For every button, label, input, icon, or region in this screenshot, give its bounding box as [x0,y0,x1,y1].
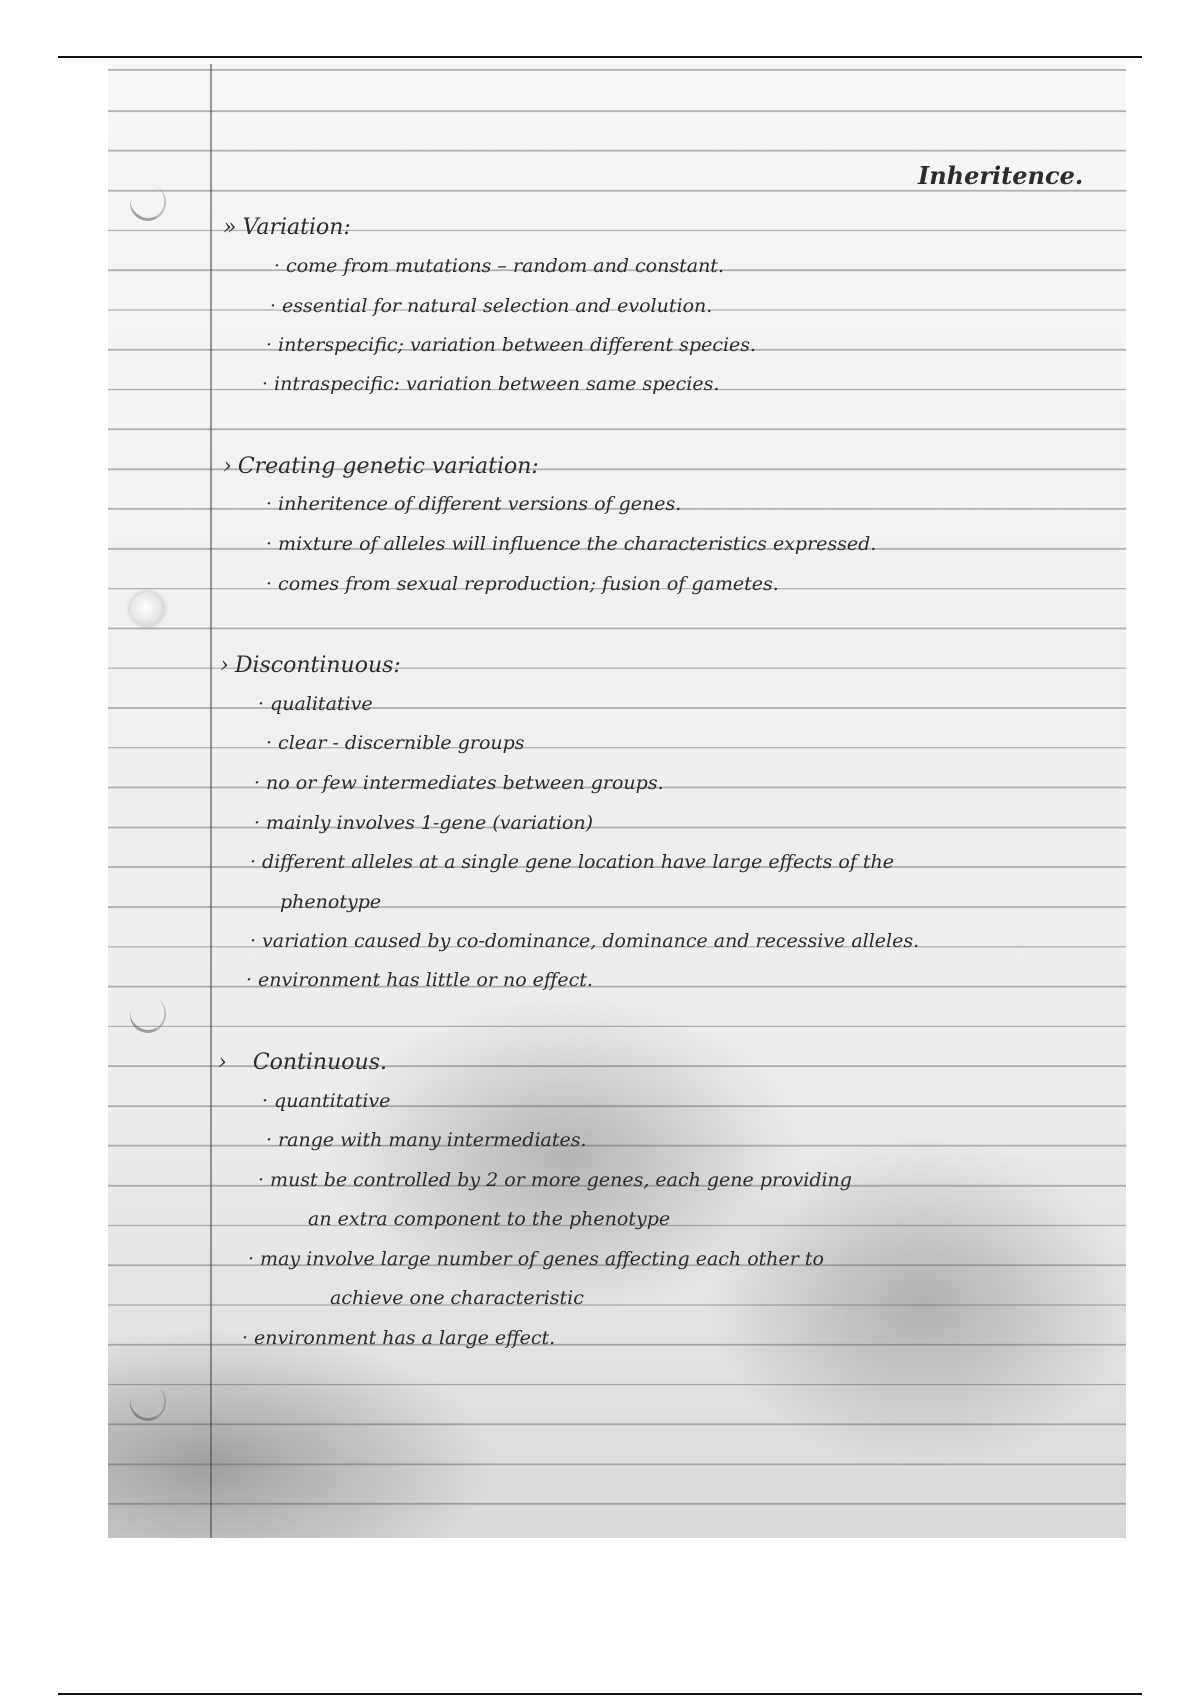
binder-hole [125,1379,171,1426]
bullet-text: qualitative [270,693,373,715]
list-item-continuation [280,893,381,912]
bullet-dot: · [258,1169,265,1191]
binder-hole [125,991,171,1038]
notebook-page [108,64,1126,1538]
bullet-text: different alleles at a single gene location have large effects of the [262,851,895,873]
bullet-dot: · [266,493,273,515]
bullet-text: phenotype [280,891,382,913]
bullet-dot: · [254,772,261,794]
bullet-text: range with many intermediates. [278,1129,587,1151]
binder-hole [125,179,171,226]
bullet-text: interspecific; variation between different species. [278,334,757,356]
list-item [266,575,779,594]
list-item [250,932,919,951]
page-title: Inheritence. [918,161,1084,190]
list-item [266,495,681,514]
bullet-dot: · [266,334,273,356]
bullet-dot: · [248,1248,255,1270]
bullet-text: clear - discernible groups [278,732,525,754]
bullet-dot: · [250,851,257,873]
bottom-rule [58,1693,1142,1695]
bullet-text: quantitative [274,1090,391,1112]
bullet-text: essential for natural selection and evolution. [282,295,713,317]
bullet-text: environment has little or no effect. [258,969,593,991]
list-item [246,971,593,990]
bullet-text: must be controlled by 2 or more genes, each gene providing [270,1169,852,1191]
heading-text: Variation: [242,215,351,240]
section-heading-variation [223,217,351,239]
list-item [262,375,719,394]
bullet-text: inheritence of different versions of genes. [278,493,682,515]
list-item [258,1171,852,1190]
section-heading-creating-genetic-variation [223,456,539,478]
bullet-dot: · [266,533,273,555]
bullet-text: may involve large number of genes affecting each other to [260,1248,824,1270]
bullet-dot: · [266,732,273,754]
bullet-text: mainly involves 1-gene (variation) [266,812,594,834]
list-item [254,774,664,793]
section-heading-continuous [218,1052,387,1074]
heading-text: Discontinuous: [234,653,401,678]
bullet-dot: · [262,373,269,395]
bullet-text: comes from sexual reproduction; fusion of gametes. [278,573,779,595]
bullet-text: environment has a large effect. [254,1327,556,1349]
list-item [270,297,712,316]
bullet-dot: · [242,1327,249,1349]
list-item [258,695,373,714]
bullet-dot: · [270,295,277,317]
section-marker: › [220,653,229,678]
bullet-dot: · [266,573,273,595]
list-item [274,257,724,276]
bullet-text: come from mutations – random and constant. [286,255,724,277]
section-heading-discontinuous [220,655,401,677]
list-item [266,1131,587,1150]
section-marker: › [223,454,232,479]
bullet-text: variation caused by co-dominance, dominance and recessive alleles. [262,930,920,952]
bullet-dot: · [254,812,261,834]
list-item-continuation [308,1210,670,1229]
bullet-dot: · [258,693,265,715]
section-marker: » [223,215,237,240]
bullet-dot: · [250,930,257,952]
bullet-dot: · [262,1090,269,1112]
bullet-dot: · [266,1129,273,1151]
list-item [266,336,756,355]
top-rule [58,56,1142,58]
list-item-continuation [330,1289,584,1308]
bullet-dot: · [246,969,253,991]
bullet-dot: · [274,255,281,277]
list-item [250,853,894,872]
bullet-text: mixture of alleles will influence the characteristics expressed. [278,533,877,555]
bullet-text: an extra component to the phenotype [308,1208,671,1230]
bullet-text: achieve one characteristic [330,1287,584,1309]
list-item [242,1329,555,1348]
margin-line [210,64,212,1538]
list-item [266,535,876,554]
heading-text: Creating genetic variation: [237,454,539,479]
heading-text: Continuous. [252,1050,387,1075]
list-item [266,734,525,753]
section-marker: › [218,1050,227,1075]
bullet-text: intraspecific: variation between same species. [274,373,720,395]
list-item [254,814,593,833]
binder-hole [130,592,164,626]
list-item [248,1250,824,1269]
list-item [262,1092,390,1111]
bullet-text: no or few intermediates between groups. [266,772,664,794]
